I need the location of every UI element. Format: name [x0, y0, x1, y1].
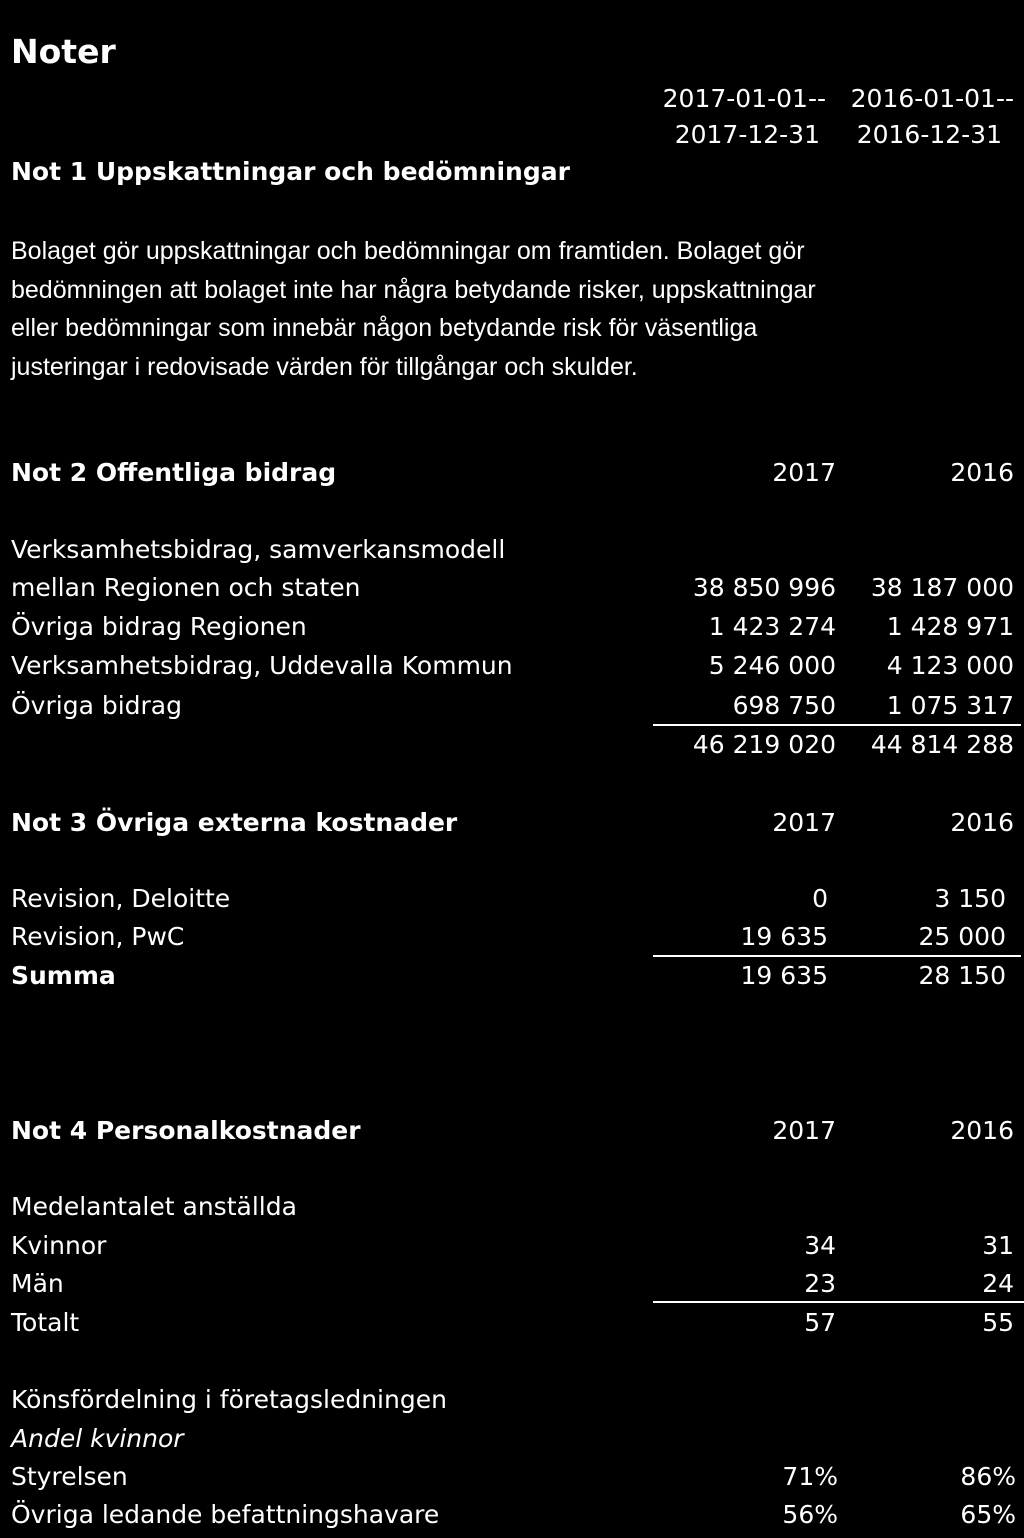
note4-gender-value-2016: 65% — [960, 1500, 1016, 1529]
note3-row-label: Revision, Deloitte — [11, 884, 231, 913]
period-2016-start: 2016-01-01-- — [850, 84, 1014, 113]
note2-total-divider — [653, 724, 1021, 726]
note4-gender-value-2017: 56% — [782, 1500, 838, 1529]
note3-total-2016: 28 150 — [918, 961, 1006, 990]
note4-total-label: Totalt — [11, 1308, 80, 1337]
note4-total-divider — [653, 1301, 1024, 1303]
note3-value-2017: 19 635 — [740, 922, 828, 951]
note3-row-label: Revision, PwC — [11, 922, 185, 951]
note2-value-2016: 38 187 000 — [870, 573, 1014, 602]
note3-value-2016: 3 150 — [934, 884, 1006, 913]
note2-row-label: Verksamhetsbidrag, Uddevalla Kommun — [11, 651, 513, 680]
note4-total-2017: 57 — [804, 1308, 836, 1337]
note4-gender-row-label: Styrelsen — [11, 1462, 128, 1491]
note4-gender-value-2017: 71% — [782, 1462, 838, 1491]
note3-col-2017: 2017 — [772, 808, 836, 837]
note2-col-2016: 2016 — [950, 458, 1014, 487]
note3-value-2016: 25 000 — [918, 922, 1006, 951]
note2-value-2017: 1 423 274 — [708, 612, 836, 641]
note2-value-2017: 5 246 000 — [708, 651, 836, 680]
note4-gender-value-2016: 86% — [960, 1462, 1016, 1491]
note2-row-label: Övriga bidrag Regionen — [11, 612, 307, 641]
page-title: Noter — [11, 32, 116, 71]
note2-row-label: Verksamhetsbidrag, samverkansmodell — [11, 535, 506, 564]
note2-value-2017: 698 750 — [732, 691, 836, 720]
note2-value-2016: 1 428 971 — [886, 612, 1014, 641]
note4-row-label: Män — [11, 1269, 64, 1298]
note2-total-2017: 46 219 020 — [692, 730, 836, 759]
note4-row-label: Kvinnor — [11, 1231, 107, 1260]
note1-paragraph-line: Bolaget gör uppskattningar och bedömningar om framtiden. Bolaget gör — [11, 237, 805, 265]
note3-total-divider — [653, 955, 1021, 957]
note4-value-2017: 34 — [804, 1231, 836, 1260]
note2-total-2016: 44 814 288 — [870, 730, 1014, 759]
note1-paragraph — [11, 232, 1011, 386]
note2-value-2016: 4 123 000 — [886, 651, 1014, 680]
period-2017-end: 2017-12-31 — [674, 120, 820, 149]
note2-col-2017: 2017 — [772, 458, 836, 487]
period-2016-end: 2016-12-31 — [856, 120, 1002, 149]
note3-heading: Not 3 Övriga externa kostnader — [11, 808, 458, 837]
note4-gender-row-label: Övriga ledande befattningshavare — [11, 1500, 440, 1529]
note4-col-2017: 2017 — [772, 1116, 836, 1145]
note3-total-2017: 19 635 — [740, 961, 828, 990]
note3-col-2016: 2016 — [950, 808, 1014, 837]
note4-gender-subheading: Andel kvinnor — [11, 1424, 184, 1453]
note4-heading: Not 4 Personalkostnader — [11, 1116, 361, 1145]
period-2017-start: 2017-01-01-- — [662, 84, 826, 113]
note4-value-2016: 24 — [982, 1269, 1014, 1298]
note1-paragraph-line: justeringar i redovisade värden för tillgångar och skulder. — [11, 352, 638, 381]
note4-value-2017: 23 — [804, 1269, 836, 1298]
note4-total-2016: 55 — [982, 1308, 1014, 1337]
note3-value-2017: 0 — [812, 884, 828, 913]
note4-col-2016: 2016 — [950, 1116, 1014, 1145]
note3-total-label: Summa — [11, 961, 116, 990]
note4-value-2016: 31 — [982, 1231, 1014, 1260]
note4-gender-heading: Könsfördelning i företagsledningen — [11, 1385, 447, 1414]
note2-heading: Not 2 Offentliga bidrag — [11, 458, 337, 487]
note2-value-2017: 38 850 996 — [692, 573, 836, 602]
note4-employees-heading: Medelantalet anställda — [11, 1192, 297, 1221]
note2-value-2016: 1 075 317 — [886, 691, 1014, 720]
note2-row-label: Övriga bidrag — [11, 691, 182, 720]
note1-paragraph-line: bedömningen att bolaget inte har några betydande risker, uppskattningar — [11, 275, 816, 304]
note1-paragraph-line: eller bedömningar som innebär någon betydande risk för väsentliga — [11, 314, 758, 342]
note1-heading: Not 1 Uppskattningar och bedömningar — [11, 157, 570, 186]
note2-row-label: mellan Regionen och staten — [11, 573, 361, 602]
